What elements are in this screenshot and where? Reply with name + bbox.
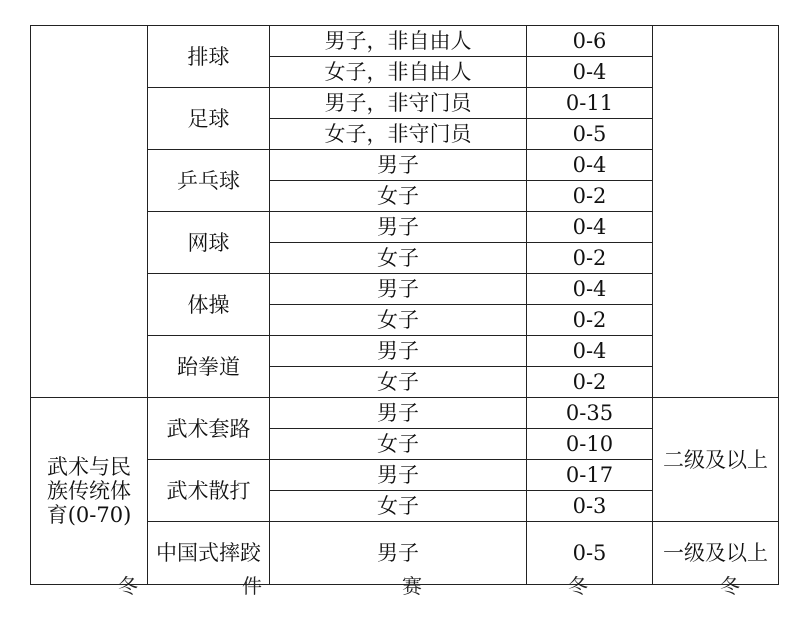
group-cell: 女子: [270, 491, 527, 522]
cut-off-glyph: 冬: [720, 574, 740, 598]
score-cell: 0-17: [527, 460, 653, 491]
sport-cell: 跆拳道: [148, 336, 270, 398]
level-cell-empty: [653, 26, 779, 398]
sport-cell: 体操: [148, 274, 270, 336]
score-cell: 0-35: [527, 398, 653, 429]
group-cell: 男子: [270, 336, 527, 367]
score-table: [30, 25, 779, 585]
group-cell: 男子: [270, 212, 527, 243]
sport-cell: 乒乓球: [148, 150, 270, 212]
score-cell: 0-2: [527, 243, 653, 274]
sport-cell: 网球: [148, 212, 270, 274]
score-cell: 0-5: [527, 522, 653, 585]
group-cell: 女子: [270, 181, 527, 212]
cut-off-text-line: [30, 574, 778, 618]
group-cell: 男子: [270, 398, 527, 429]
group-cell: 女子: [270, 367, 527, 398]
category-cell: 武术与民族传统体育(0-70): [31, 398, 148, 585]
group-cell: 男子，非自由人: [270, 26, 527, 57]
score-cell: 0-6: [527, 26, 653, 57]
sport-cell: 武术散打: [148, 460, 270, 522]
cut-off-glyph: 冬: [118, 574, 138, 598]
cut-off-glyph: 冬: [568, 574, 588, 598]
level-cell: 一级及以上: [653, 522, 779, 585]
group-cell: 男子: [270, 460, 527, 491]
group-cell: 男子: [270, 274, 527, 305]
score-cell: 0-5: [527, 119, 653, 150]
group-cell: 男子: [270, 522, 527, 585]
score-cell: 0-4: [527, 274, 653, 305]
cut-off-glyph: 件: [242, 574, 262, 598]
score-cell: 0-11: [527, 88, 653, 119]
score-cell: 0-4: [527, 150, 653, 181]
score-cell: 0-2: [527, 305, 653, 336]
score-cell: 0-10: [527, 429, 653, 460]
score-cell: 0-4: [527, 336, 653, 367]
score-cell: 0-4: [527, 57, 653, 88]
sport-cell: 足球: [148, 88, 270, 150]
group-cell: 女子，非守门员: [270, 119, 527, 150]
score-cell: 0-2: [527, 181, 653, 212]
level-cell: 二级及以上: [653, 398, 779, 522]
category-cell-empty: [31, 26, 148, 398]
group-cell: 女子，非自由人: [270, 57, 527, 88]
group-cell: 男子: [270, 150, 527, 181]
group-cell: 女子: [270, 429, 527, 460]
table-row: [31, 398, 779, 429]
group-cell: 男子，非守门员: [270, 88, 527, 119]
table-row: [31, 26, 779, 57]
cut-off-glyph: 赛: [402, 574, 422, 598]
sport-cell: 排球: [148, 26, 270, 88]
sport-cell: 中国式摔跤: [148, 522, 270, 585]
group-cell: 女子: [270, 305, 527, 336]
group-cell: 女子: [270, 243, 527, 274]
sport-cell: 武术套路: [148, 398, 270, 460]
score-cell: 0-2: [527, 367, 653, 398]
score-cell: 0-3: [527, 491, 653, 522]
score-cell: 0-4: [527, 212, 653, 243]
